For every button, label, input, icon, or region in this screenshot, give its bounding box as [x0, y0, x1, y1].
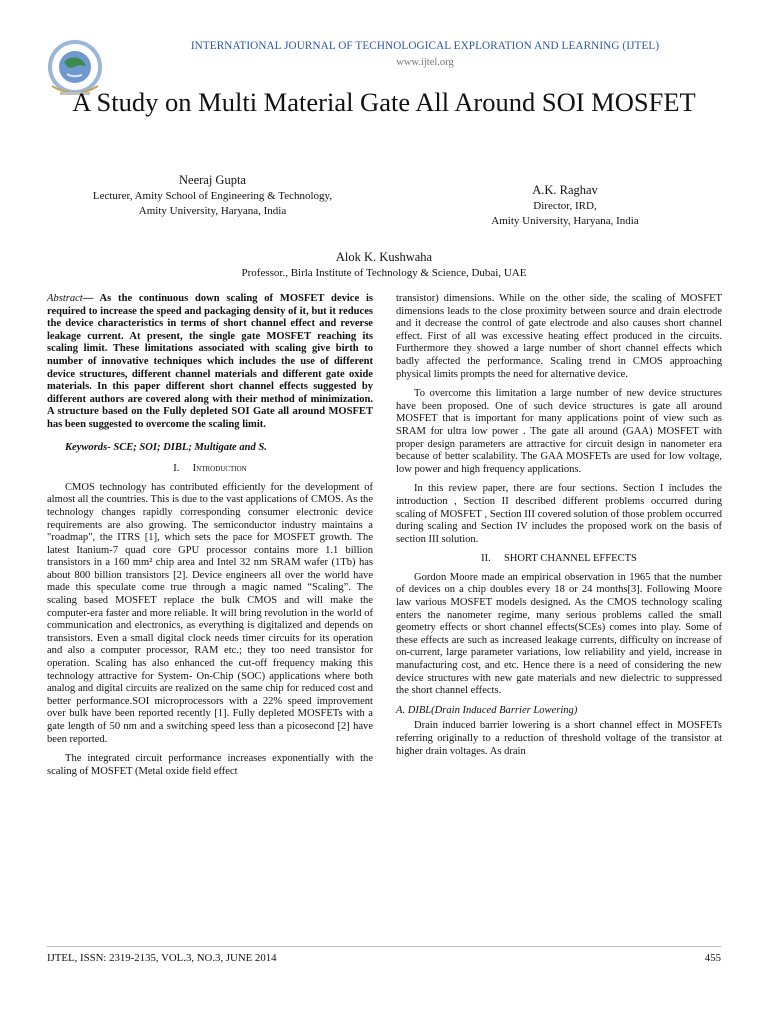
paragraph: transistor) dimensions. While on the other side, the scaling of MOSFET dimensions leads to the close proximity between source and drain electrode and it decrease the control of gate electrode and also causes short channel effect. First of all was excessive heating effect produced in the circuits. Furthermore they showed a large number of short channel effects which badly affected the performance. Scaling trend in CMOS approaching physical limits prompts the need for alternative device.	[396, 293, 722, 380]
section-heading-introduction	[47, 463, 373, 476]
author-name: Neeraj Gupta	[179, 173, 246, 187]
section-number: II.	[481, 553, 491, 565]
keywords: Keywords- SCE; SOI; DIBL; Multigate and S.	[65, 441, 267, 453]
author-block	[134, 249, 634, 281]
section-number: I.	[173, 463, 180, 475]
paragraph: To overcome this limitation a large number of new device structures have been proposed. One of such device structures is gate all around MOSFET that is important for many applications point of view such as SRAM for ultra low power . The gate all around (GAA) MOSFET with proper design parameters are attractive for circuit design in nanometer era because of better scalability. The GAA MOSFETs are used for low voltage, low power and high frequency applications.	[396, 388, 722, 475]
journal-name: INTERNATIONAL JOURNAL OF TECHNOLOGICAL EXPLORATION AND LEARNING (IJTEL)	[190, 40, 660, 52]
author-name: A.K. Raghav	[532, 183, 598, 197]
section-title: SHORT CHANNEL EFFECTS	[503, 553, 637, 565]
footer-divider	[47, 946, 721, 947]
paragraph: Gordon Moore made an empirical observation in 1965 that the number of devices on a chip doubles every 18 or 24 months[3]. Following Moore law various MOSFET models designed. As the CMOS technology scaling enters the nanometer regime, many serious problems called the small geometry effects or short channel effects(SCEs) comes into play. Some of these effects are such as increased leakage currents, difficulty on increase of on-current, large parameter variations, low reliability and yield, increase in manufacturing cost, and etc. Hence there is a need of considering the new device structures with new gate materials and new dielectric to suppressed the short channel effects.	[396, 571, 722, 697]
abstract	[47, 293, 373, 432]
paragraph: Drain induced barrier lowering is a short channel effect in MOSFETs referring originally to a reduction of threshold voltage of the transistor at higher drain voltages. As drain	[396, 720, 722, 757]
section-heading-short-channel-effects	[396, 553, 722, 566]
abstract-dash: —	[82, 293, 94, 304]
paragraph: The integrated circuit performance increases exponentially with the scaling of MOSFET (Metal oxide field effect	[47, 753, 373, 777]
paper-title: A Study on Multi Material Gate All Around SOI MOSFET	[72, 87, 696, 117]
section-title: Introduction	[192, 463, 247, 475]
footer-citation: IJTEL, ISSN: 2319-2135, VOL.3, NO.3, JUNE 2014	[47, 952, 277, 964]
right-column	[396, 293, 722, 765]
author-name: Alok K. Kushwaha	[335, 250, 433, 264]
author-affiliation: Amity University, Haryana, India	[491, 214, 639, 227]
paragraph: In this review paper, there are four sections. Section I includes the introduction , Section II described different problems occurred during scaling of MOSFET , Section III covered solution of those problem occurred during scaling and Section IV includes the proposed work on the basis of section III solution.	[396, 483, 722, 545]
author-block	[440, 182, 690, 228]
author-block	[40, 172, 385, 218]
abstract-label: Abstract	[47, 293, 83, 304]
paragraph: CMOS technology has contributed efficiently for the development of almost all the countries. This is due to the vast applications of CMOS. As the technology changes rapidly corresponding consumer electronic device requirements are also growing. The semiconductor industry maintains a "roadmap", the ITRS [1], which sets the pace for MOSFET growth. The latest Itanium-7 quad core GPU processor contains more 1.1 billion transistors in a 160 mm² chip area and Intel 32 nm SRAM wafer (1Tb) has about 800 billion transistors [2]. Device engineers all over the world have made this speculate come true through a magic named “Scaling”. The scaling based MOSFET replace the bulk CMOS and will make the computer-era faster and more reliable. It will bring revolution in the world of communication and electronics, as everything is digitalized and depends on transistors. Even a small digital clock needs timer circuits for its operation and also a computer processor, RAM etc.; they too need transistor for operation. Scaling has also enhanced the cut-off frequency making this technology attractive for System- On-Chip (SOC) applications where both analog and digital circuits are realized on the same chip for reduced cost and better performance.SOI microprocessors with a 22% speed improvement over bulk have been reported recently [1]. Fully depleted MOSFETs with a gate length of 50 nm and a switching speed less than a picosecond [2] have been reported.	[47, 481, 373, 745]
author-affiliation: Director, IRD,	[533, 200, 597, 212]
subsection-heading: A. DIBL(Drain Induced Barrier Lowering)	[396, 704, 578, 716]
author-affiliation: Professor., Birla Institute of Technology & Science, Dubai, UAE	[241, 267, 527, 279]
author-affiliation: Amity University, Haryana, India	[138, 204, 287, 217]
page-number: 455	[704, 952, 721, 964]
page-footer	[47, 952, 721, 964]
left-column	[47, 293, 373, 785]
journal-url[interactable]: www.ijtel.org	[396, 57, 454, 68]
abstract-text: As the continuous down scaling of MOSFET device is required to increase the speed and packaging density of it, but it reduces the device characteristics in terms of short channel effect and reverse leakage current. At present, the single gate MOSFET reaching its scaling limit. These limitations associated with scaling give birth to number of innovative techniques which includes the use of different device structures, different channel materials and different gate oxide materials. In this paper different short channel effects suggested by different authors are covered along with their method of minimization. A structure based on the Fully depleted SOI Gate all around MOSFET has been suggested to overcome the scaling limit.	[47, 293, 373, 430]
author-affiliation: Lecturer, Amity School of Engineering & Technology,	[92, 190, 333, 202]
